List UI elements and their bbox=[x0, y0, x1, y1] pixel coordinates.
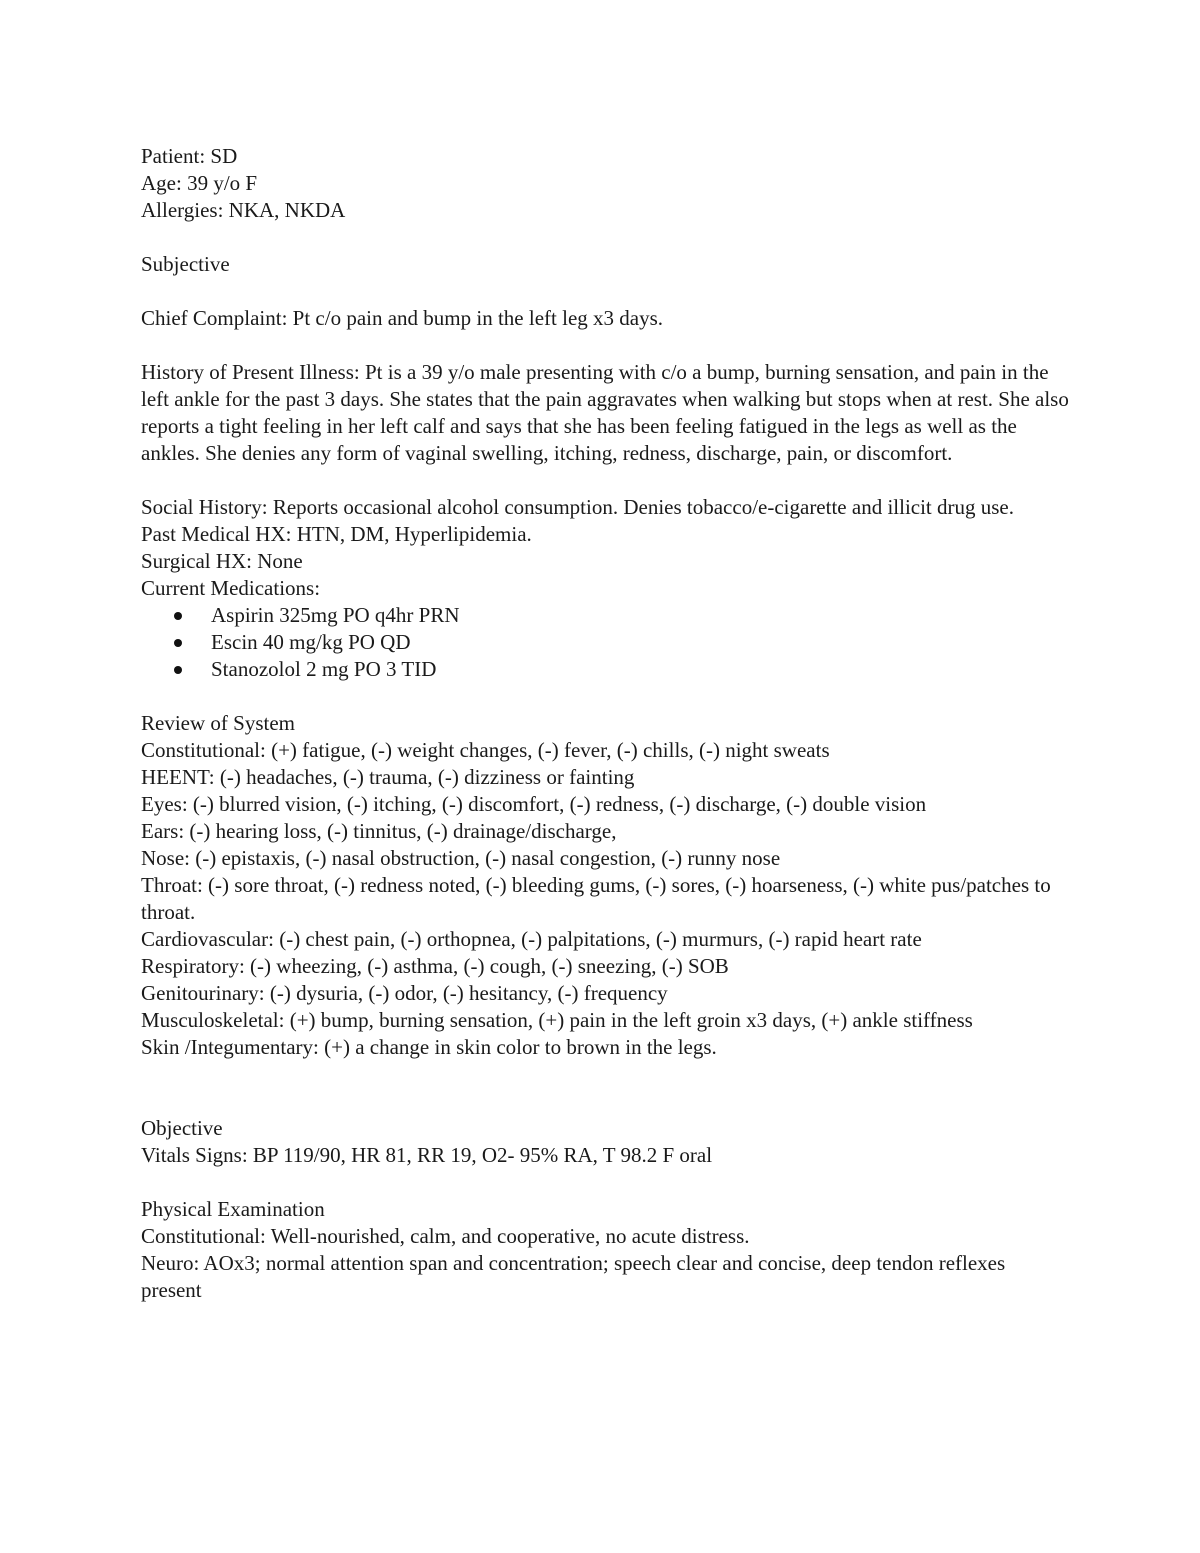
medication-text: Stanozolol 2 mg PO 3 TID bbox=[211, 657, 437, 681]
ros-heading: Review of System bbox=[141, 711, 295, 735]
medication-item bbox=[141, 629, 1071, 656]
ros-genitourinary: Genitourinary: (-) dysuria, (-) odor, (-) hesitancy, (-) frequency bbox=[141, 981, 668, 1005]
current-medications-label: Current Medications: bbox=[141, 576, 321, 600]
patient-line: Patient: SD bbox=[141, 144, 238, 168]
medication-item bbox=[141, 602, 1071, 629]
ros-ears: Ears: (-) hearing loss, (-) tinnitus, (-) drainage/discharge, bbox=[141, 819, 617, 843]
past-medical-history: Past Medical HX: HTN, DM, Hyperlipidemia. bbox=[141, 522, 532, 546]
ros-nose: Nose: (-) epistaxis, (-) nasal obstruction, (-) nasal congestion, (-) runny nose bbox=[141, 846, 781, 870]
age-line: Age: 39 y/o F bbox=[141, 171, 258, 195]
pe-neuro: Neuro: AOx3; normal attention span and concentration; speech clear and concise, deep tendon reflexes present bbox=[141, 1251, 1006, 1302]
physical-exam-heading: Physical Examination bbox=[141, 1197, 325, 1221]
bullet-icon bbox=[174, 666, 182, 674]
ros-cardiovascular: Cardiovascular: (-) chest pain, (-) orthopnea, (-) palpitations, (-) murmurs, (-) rapid heart rate bbox=[141, 927, 922, 951]
history-present-illness: History of Present Illness: Pt is a 39 y/o male presenting with c/o a bump, burning sensation, and pain in the left ankle for the past 3 days. She states that the pain aggravates when walking but stops when at rest. She also reports a tight feeling in her left calf and says that she has been feeling fatigued in the legs as well as the ankles. She denies any form of vaginal swelling, itching, redness, discharge, pain, or discomfort. bbox=[141, 360, 1069, 465]
spacer bbox=[141, 224, 1071, 251]
social-history: Social History: Reports occasional alcohol consumption. Denies tobacco/e-cigarette and illicit drug use. bbox=[141, 495, 1015, 519]
allergies-line: Allergies: NKA, NKDA bbox=[141, 198, 346, 222]
spacer bbox=[141, 1061, 1071, 1115]
document-page bbox=[141, 143, 1071, 1304]
medication-item bbox=[141, 656, 1071, 683]
vital-signs: Vitals Signs: BP 119/90, HR 81, RR 19, O2- 95% RA, T 98.2 F oral bbox=[141, 1143, 713, 1167]
ros-respiratory: Respiratory: (-) wheezing, (-) asthma, (-) cough, (-) sneezing, (-) SOB bbox=[141, 954, 729, 978]
bullet-icon bbox=[174, 639, 182, 647]
objective-heading: Objective bbox=[141, 1116, 223, 1140]
ros-throat: Throat: (-) sore throat, (-) redness noted, (-) bleeding gums, (-) sores, (-) hoarseness, (-) white pus/patches to throat. bbox=[141, 873, 1051, 924]
ros-eyes: Eyes: (-) blurred vision, (-) itching, (-) discomfort, (-) redness, (-) discharge, (-) double vision bbox=[141, 792, 927, 816]
ros-musculoskeletal: Musculoskeletal: (+) bump, burning sensation, (+) pain in the left groin x3 days, (+) ankle stiffness bbox=[141, 1008, 973, 1032]
spacer bbox=[141, 332, 1071, 359]
bullet-icon bbox=[174, 612, 182, 620]
chief-complaint: Chief Complaint: Pt c/o pain and bump in the left leg x3 days. bbox=[141, 306, 664, 330]
subjective-heading: Subjective bbox=[141, 252, 230, 276]
pe-constitutional: Constitutional: Well-nourished, calm, and cooperative, no acute distress. bbox=[141, 1224, 750, 1248]
ros-skin: Skin /Integumentary: (+) a change in skin color to brown in the legs. bbox=[141, 1035, 717, 1059]
spacer bbox=[141, 278, 1071, 305]
surgical-history: Surgical HX: None bbox=[141, 549, 303, 573]
medication-list bbox=[141, 602, 1071, 683]
spacer bbox=[141, 467, 1071, 494]
medication-text: Aspirin 325mg PO q4hr PRN bbox=[211, 603, 460, 627]
spacer bbox=[141, 683, 1071, 710]
ros-constitutional: Constitutional: (+) fatigue, (-) weight changes, (-) fever, (-) chills, (-) night sweats bbox=[141, 738, 830, 762]
spacer bbox=[141, 1169, 1071, 1196]
medication-text: Escin 40 mg/kg PO QD bbox=[211, 630, 411, 654]
ros-heent: HEENT: (-) headaches, (-) trauma, (-) dizziness or fainting bbox=[141, 765, 635, 789]
